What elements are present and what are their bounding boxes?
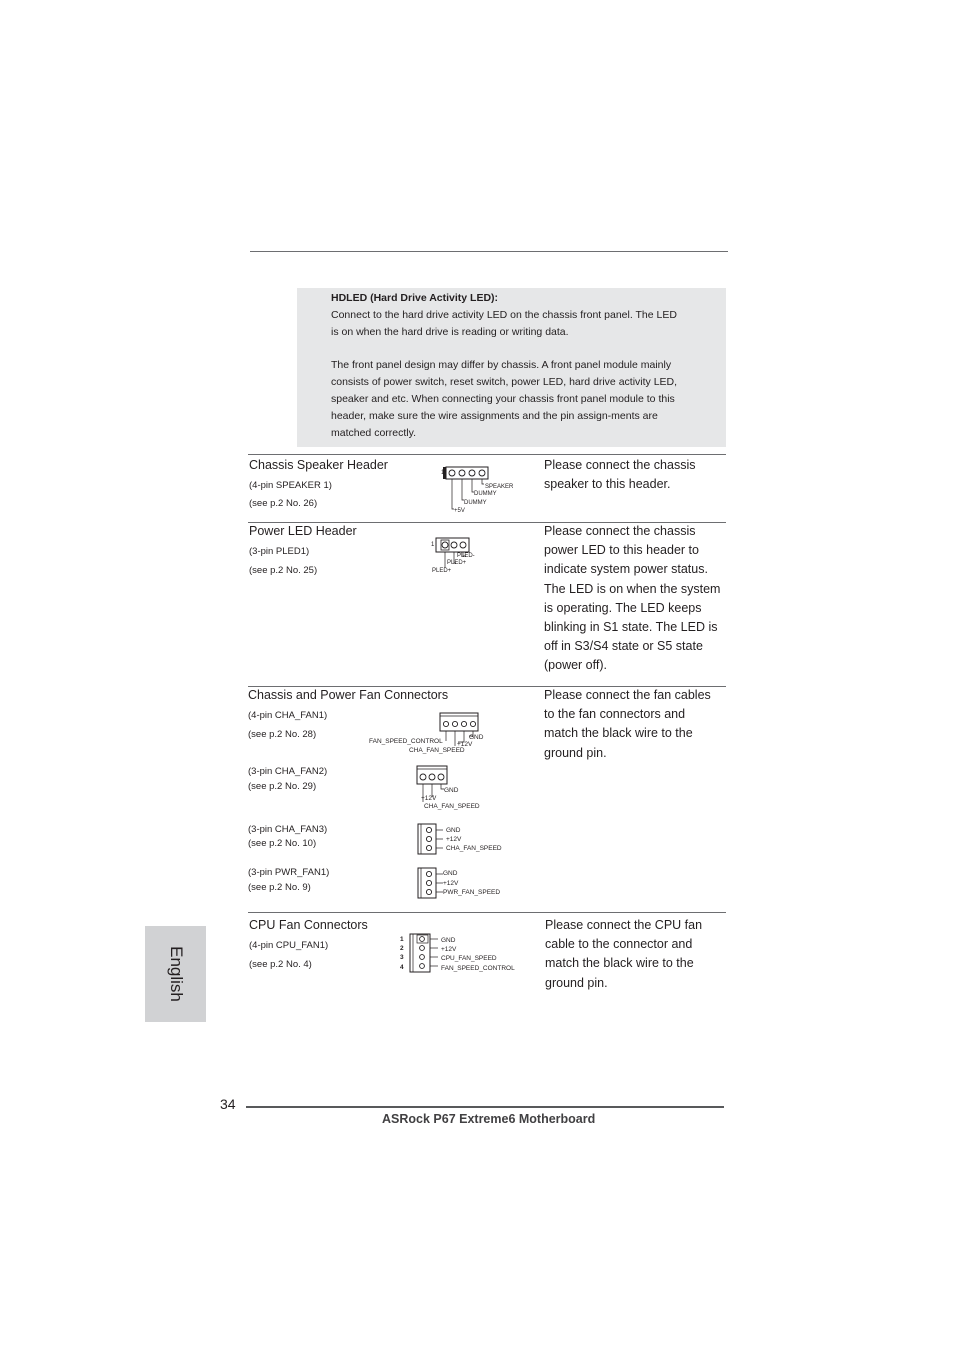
pin-label: GND <box>441 937 456 944</box>
pin-label: +12V <box>446 836 462 843</box>
pin-label: PLED- <box>457 553 475 559</box>
pin-label: DUMMY <box>474 491 497 497</box>
cha1-pins: (4-pin CHA_FAN1) <box>248 710 328 721</box>
cpu-title: CPU Fan Connectors <box>249 918 368 932</box>
hdled-line: The front panel design may differ by chassis. A front panel module mainly <box>331 359 672 371</box>
pin-label: SPEAKER <box>485 484 514 490</box>
cpu-see: (see p.2 No. 4) <box>249 959 312 970</box>
speaker-description <box>544 456 726 494</box>
desc-line: off in S3/S4 state or S5 state <box>544 639 703 654</box>
speaker-header-diagram <box>438 462 528 516</box>
speaker-title: Chassis Speaker Header <box>249 458 388 472</box>
pin-number: 1 <box>400 936 404 943</box>
hdled-line: is on when the hard drive is reading or writing data. <box>331 326 569 338</box>
pin-label: GND <box>443 870 458 877</box>
speaker-see: (see p.2 No. 26) <box>249 498 318 509</box>
fans-title: Chassis and Power Fan Connectors <box>248 688 449 702</box>
page-number: 34 <box>220 1096 236 1112</box>
cha2-see: (see p.2 No. 29) <box>248 781 317 792</box>
pin-1-label: 1 <box>441 470 445 476</box>
pin-label: PWR_FAN_SPEED <box>443 889 501 896</box>
pin-label: PLED+ <box>432 568 452 574</box>
pin-label: DUMMY <box>464 500 487 506</box>
pwr-fan1-diagram <box>414 866 514 900</box>
desc-line: Please connect the chassis <box>544 524 696 538</box>
pin-label: CHA_FAN_SPEED <box>424 803 480 810</box>
cha2-pins: (3-pin CHA_FAN2) <box>248 766 328 777</box>
hdled-text-2 <box>331 357 711 442</box>
pin-label: CHA_FAN_SPEED <box>409 747 465 754</box>
hdled-line: matched correctly. <box>331 427 416 439</box>
pin-label: +12V <box>441 946 457 953</box>
pin-label: +12V <box>457 741 473 748</box>
cha1-see: (see p.2 No. 28) <box>248 729 317 740</box>
desc-line: match the black wire to the <box>545 956 694 971</box>
hdled-line: speaker and etc. When connecting your chassis front panel module to this <box>331 393 675 405</box>
language-tab <box>145 926 206 1022</box>
speaker-pins: (4-pin SPEAKER 1) <box>249 480 332 491</box>
top-rule <box>250 251 728 252</box>
pin-label: GND <box>469 734 484 741</box>
pin-label: GND <box>444 787 459 794</box>
cha-fan3-diagram <box>414 822 514 856</box>
pled-see: (see p.2 No. 25) <box>249 565 318 576</box>
pwr-pins: (3-pin PWR_FAN1) <box>248 867 330 878</box>
pin-label: PLED+ <box>447 560 467 566</box>
pin-number: 4 <box>400 964 404 971</box>
pled-pins: (3-pin PLED1) <box>249 546 310 557</box>
pled-title: Power LED Header <box>249 524 357 538</box>
hdled-title: HDLED (Hard Drive Activity LED): <box>331 292 499 304</box>
cpu-description <box>545 916 727 993</box>
pin-number: 2 <box>400 945 404 952</box>
pin-1-label: 1 <box>431 542 435 548</box>
section-rule <box>248 454 726 455</box>
hdled-text <box>331 307 711 341</box>
desc-line: indicate system power status. <box>544 562 708 577</box>
pin-label: +12V <box>421 795 437 802</box>
pled-description <box>544 522 726 676</box>
cha-fan1-diagram <box>366 710 496 758</box>
cpu-pins: (4-pin CPU_FAN1) <box>249 940 329 951</box>
section-rule <box>248 912 726 913</box>
pin-label: GND <box>446 827 461 834</box>
pin-label: CHA_FAN_SPEED <box>446 845 502 852</box>
pin-label: FAN_SPEED_CONTROL <box>441 965 515 972</box>
desc-line: blinking in S1 state. The LED is <box>544 620 718 635</box>
desc-line: (power off). <box>544 658 607 673</box>
desc-line: to the fan connectors and <box>544 707 686 722</box>
hdled-line: Connect to the hard drive activity LED on the chassis front panel. The LED <box>331 309 677 321</box>
pin-label: +5V <box>454 508 465 514</box>
footer-rule <box>246 1106 724 1108</box>
desc-line: Please connect the chassis <box>544 458 696 472</box>
cha3-pins: (3-pin CHA_FAN3) <box>248 824 328 835</box>
hdled-line: consists of power switch, reset switch, power LED, hard drive activity LED, <box>331 376 678 388</box>
cpu-fan-diagram <box>396 932 526 974</box>
language-label: English <box>166 946 186 1002</box>
desc-line: Please connect the fan cables <box>544 688 711 702</box>
desc-line: ground pin. <box>544 745 607 760</box>
desc-line: Please connect the CPU fan <box>545 918 703 932</box>
cha3-see: (see p.2 No. 10) <box>248 838 317 849</box>
pin-label: CPU_FAN_SPEED <box>441 955 497 962</box>
fans-description <box>544 686 726 763</box>
pwr-see: (see p.2 No. 9) <box>248 882 311 893</box>
hdled-line: header, make sure the wire assignments and the pin assign-ments are <box>331 410 658 422</box>
desc-line: speaker to this header. <box>544 477 671 492</box>
cha-fan2-diagram <box>414 764 494 812</box>
desc-line: power LED to this header to <box>544 543 699 558</box>
desc-line: is operating. The LED keeps <box>544 600 702 615</box>
desc-line: ground pin. <box>545 975 608 990</box>
desc-line: cable to the connector and <box>545 937 693 952</box>
desc-line: The LED is on when the system <box>544 581 721 596</box>
pin-label: FAN_SPEED_CONTROL <box>369 738 443 745</box>
pled-header-diagram <box>428 534 488 576</box>
pin-number: 3 <box>400 954 404 961</box>
pin-label: +12V <box>443 880 459 887</box>
footer-product: ASRock P67 Extreme6 Motherboard <box>382 1112 596 1126</box>
desc-line: match the black wire to the <box>544 726 693 741</box>
